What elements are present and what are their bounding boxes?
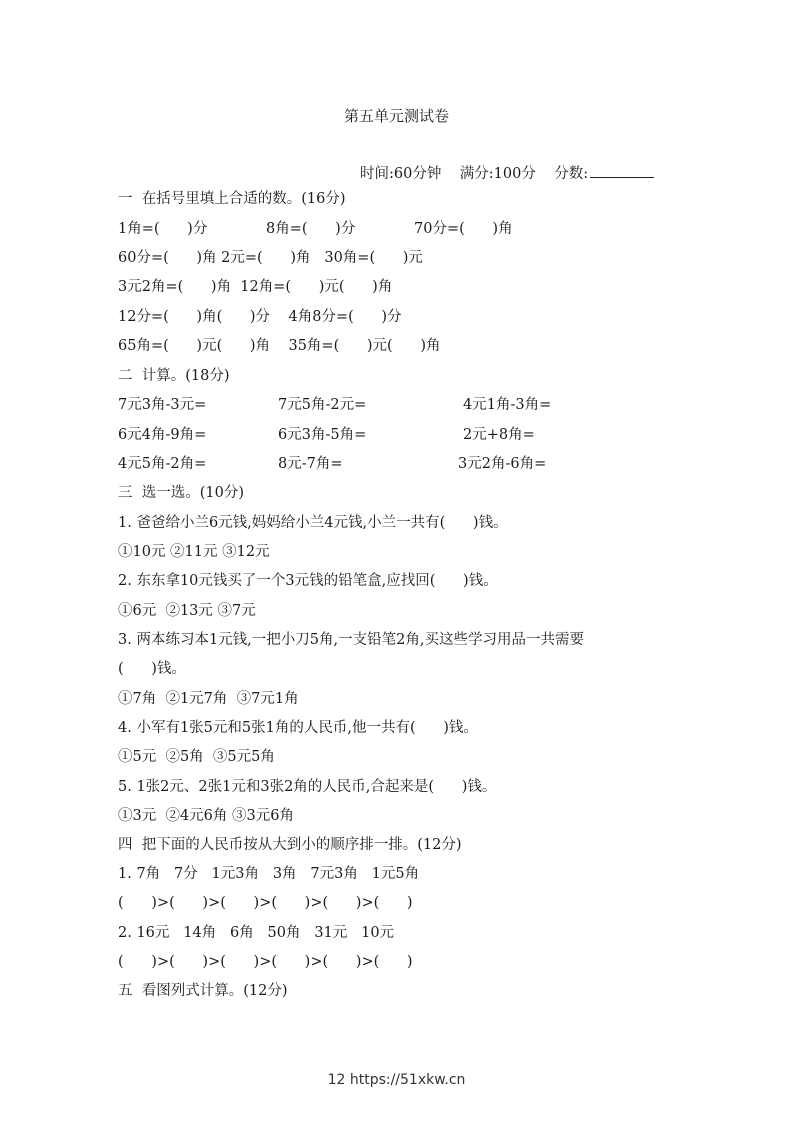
section1-row3: 3元2角=( )角 12角=( )元( )角 (118, 279, 393, 295)
calc-item: 7元5角-2元= (278, 397, 367, 413)
question-1-options: ①10元 ②11元 ③12元 (118, 544, 270, 560)
calc-item: 6元4角-9角= (118, 427, 207, 443)
section1-heading: 一 在括号里填上合适的数。(16分) (118, 191, 346, 207)
exam-meta (360, 162, 654, 184)
section1-row1 (118, 218, 678, 240)
question-4-options: ①5元 ②5角 ③5元5角 (118, 749, 275, 765)
section2-heading: 二 计算。(18分) (118, 368, 230, 384)
section1-row4: 12分=( )角( )分 4角8分=( )分 (118, 309, 402, 325)
section4-heading: 四 把下面的人民币按从大到小的顺序排一排。(12分) (118, 837, 462, 853)
section2-row2 (118, 424, 678, 446)
question-2-options: ①6元 ②13元 ③7元 (118, 603, 256, 619)
calc-item: 4元5角-2角= (118, 456, 207, 472)
calc-item: 7元3角-3元= (118, 397, 207, 413)
question-3-continued: ( )钱。 (118, 661, 186, 677)
question-1: 1. 爸爸给小兰6元钱,妈妈给小兰4元钱,小兰一共有( )钱。 (118, 515, 508, 531)
page-footer: 12 https://51xkw.cn (327, 1072, 466, 1088)
question-2: 2. 东东拿10元钱买了一个3元钱的铅笔盒,应找回( )钱。 (118, 573, 498, 589)
calc-item: 8元-7角= (278, 456, 343, 472)
order-blanks-1: ( )>( )>( )>( )>( )>( ) (118, 895, 413, 911)
question-3-options: ①7角 ②1元7角 ③7元1角 (118, 691, 299, 707)
order-question-1: 1. 7角 7分 1元3角 3角 7元3角 1元5角 (118, 866, 420, 882)
full-score-label: 满分:100分 (459, 166, 536, 182)
fill-item: 70分=( )角 (414, 221, 513, 237)
question-5-options: ①3元 ②4元6角 ③3元6角 (118, 808, 294, 824)
calc-item: 6元3角-5角= (278, 427, 367, 443)
section2-row1 (118, 394, 678, 416)
calc-item: 4元1角-3角= (463, 397, 552, 413)
fill-item: 1角=( )分 (118, 221, 208, 237)
section3-heading: 三 选一选。(10分) (118, 485, 244, 501)
question-5: 5. 1张2元、2张1元和3张2角的人民币,合起来是( )钱。 (118, 779, 497, 795)
section1-row5: 65角=( )元( )角 35角=( )元( )角 (118, 338, 441, 354)
score-label: 分数: (554, 166, 589, 182)
time-label: 时间:60分钟 (360, 166, 442, 182)
question-3: 3. 两本练习本1元钱,一把小刀5角,一支铅笔2角,买这些学习用品一共需要 (118, 632, 584, 648)
section5-heading: 五 看图列式计算。(12分) (118, 983, 288, 999)
fill-item: 8角=( )分 (266, 221, 356, 237)
order-blanks-2: ( )>( )>( )>( )>( )>( ) (118, 954, 413, 970)
section1-row2: 60分=( )角 2元=( )角 30角=( )元 (118, 250, 423, 266)
calc-item: 3元2角-6角= (458, 456, 547, 472)
order-question-2: 2. 16元 14角 6角 50角 31元 10元 (118, 925, 395, 941)
page-title: 第五单元测试卷 (343, 107, 449, 125)
question-4: 4. 小军有1张5元和5张1角的人民币,他一共有( )钱。 (118, 720, 478, 736)
section2-row3 (118, 453, 678, 475)
score-blank (590, 162, 654, 178)
calc-item: 2元+8角= (463, 427, 535, 443)
